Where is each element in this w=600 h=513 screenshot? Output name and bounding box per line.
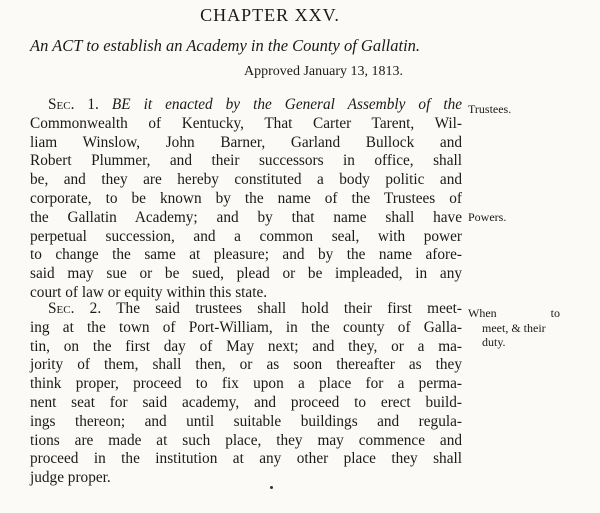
margin-note-to: to xyxy=(550,306,560,320)
text-line: jority of them, shall then, or as soon thereafter as they xyxy=(30,356,462,374)
margin-note-when-to-meet xyxy=(468,306,560,350)
section-2-opening: The said trustees shall hold their first meet- xyxy=(116,300,463,317)
text-line: judge proper. xyxy=(30,469,111,487)
margin-note-meet: meet, & their xyxy=(482,320,546,335)
ink-speck xyxy=(270,486,273,489)
text-line: nent seat for said academy, and proceed to erect build- xyxy=(30,393,462,411)
text-line: said may sue or be sued, plead or be impleaded, in any xyxy=(30,265,462,283)
margin-note-row xyxy=(468,306,560,321)
text-line: ings thereon; and until suitable buildings and regula- xyxy=(30,412,462,430)
text-line: tin, on the first day of May next; and they, or a ma- xyxy=(30,337,462,355)
section-1-first-line xyxy=(30,96,462,115)
text-line: corporate, to be known by the name of the Trustees of xyxy=(30,189,462,207)
section-1-label: Sec. 1. xyxy=(48,96,99,113)
text-line: proceed in the institution at any other place they shall xyxy=(30,450,462,468)
section-2-first-line xyxy=(30,300,462,319)
text-line: tions are made at such place, they may commence and xyxy=(30,431,462,449)
text-line: ing at the town of Port-William, in the county of Galla- xyxy=(30,318,462,336)
approval-date: Approved January 13, 1813. xyxy=(244,64,404,79)
text-line: be, and they are hereby constituted a body politic and xyxy=(30,171,462,189)
enacting-clause: BE it enacted by the General Assembly of the xyxy=(111,96,463,113)
text-line: liam Winslow, John Barner, Garland Bullock and xyxy=(30,133,462,151)
act-title: An ACT to establish an Academy in the County of Gallatin. xyxy=(30,36,421,55)
text-line: Commonwealth of Kentucky, That Carter Tarent, Wil- xyxy=(30,114,462,132)
text-line: think proper, proceed to fix upon a place for a perma- xyxy=(30,375,462,393)
margin-note-trustees: Trustees. xyxy=(468,102,512,116)
section-1 xyxy=(30,96,462,303)
section-2 xyxy=(30,300,462,488)
text-line: court of law or equity within this state. xyxy=(30,283,268,301)
text-line: the Gallatin Academy; and by that name shall have xyxy=(30,208,462,226)
text-line: Robert Plummer, and their successors in office, shall xyxy=(30,152,462,170)
margin-note-powers: Powers. xyxy=(468,210,507,224)
section-2-label: Sec. 2. xyxy=(48,300,102,317)
text-line: perpetual succession, and a common seal, with power xyxy=(30,227,462,245)
margin-note-duty: duty. xyxy=(482,335,506,349)
text-line: to change the same at pleasure; and by the name afore- xyxy=(30,246,462,264)
chapter-heading: CHAPTER XXV. xyxy=(200,5,340,25)
margin-note-when: When xyxy=(468,306,497,320)
